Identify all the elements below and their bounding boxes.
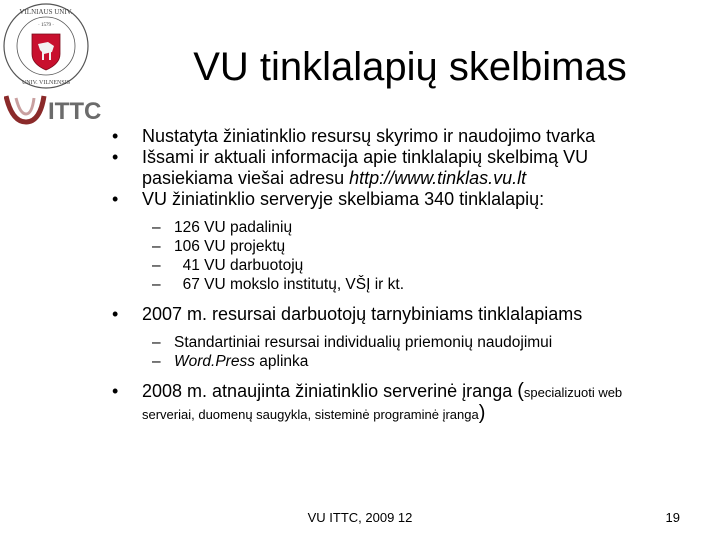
bullet-small-text: specializuoti web: [523, 385, 623, 400]
bullet-text: VU žiniatinklio serveryje skelbiama 340 tinklalapių:: [142, 189, 545, 209]
sub-item: [112, 218, 692, 237]
bullet-small-text: serveriai, duomenų saugykla, sisteminė programinė įranga: [142, 407, 479, 422]
bullet-text: 2007 m. resursai darbuotojų tarnybiniams tinklalapiams: [142, 304, 583, 324]
dash-mark: –: [152, 276, 161, 293]
bullet-mark: •: [112, 147, 119, 167]
bullet-item: [112, 304, 692, 325]
sub-item: [112, 256, 692, 275]
bullet-item: [112, 126, 692, 147]
dash-mark: –: [152, 353, 161, 370]
sub-text: aplinka: [254, 353, 309, 370]
paren-close: ): [478, 402, 486, 424]
svg-text:· 1579 ·: · 1579 ·: [38, 23, 54, 28]
university-seal-logo: [2, 2, 90, 90]
bullet-text: Nustatyta žiniatinklio resursų skyrimo ir naudojimo tvarka: [142, 126, 596, 146]
sub-text: 126 VU padalinių: [174, 219, 293, 236]
slide-content: [112, 126, 692, 425]
sub-item: [112, 352, 692, 371]
sub-item: [112, 275, 692, 294]
slide-title: VU tinklalapių skelbimas: [193, 45, 627, 89]
bullet-mark: •: [112, 126, 119, 146]
svg-text:ITTC: ITTC: [48, 98, 102, 125]
sub-text: Standartiniai resursai individualių priemonių naudojimui: [174, 334, 553, 351]
dash-mark: –: [152, 238, 161, 255]
page-number: 19: [665, 510, 680, 525]
bullet-mark: •: [112, 381, 119, 401]
bullet-mark: •: [112, 189, 119, 209]
sub-text: 67 VU mokslo institutų, VŠĮ ir kt.: [174, 276, 404, 293]
sub-item: [112, 333, 692, 352]
bullet-text: pasiekiama viešai adresu: [142, 168, 350, 188]
footer-text: VU ITTC, 2009 12: [307, 510, 413, 525]
dash-mark: –: [152, 257, 161, 274]
dash-mark: –: [152, 334, 161, 351]
sub-item: [112, 237, 692, 256]
wordpress-text: Word.Press: [174, 353, 255, 370]
paren-open: (: [517, 380, 524, 402]
bullet-item: [112, 189, 692, 210]
bullet-text: Išsami ir aktuali informacija apie tinklalapių skelbimą VU: [142, 147, 589, 167]
svg-text:UNIV. VILNENSIS: UNIV. VILNENSIS: [21, 80, 71, 86]
bullet-mark: •: [112, 304, 119, 324]
sub-text: 106 VU projektų: [174, 238, 286, 255]
sub-text: 41 VU darbuotojų: [174, 257, 304, 274]
bullet-item: [112, 147, 692, 189]
url-link[interactable]: http://www.tinklas.vu.lt: [349, 168, 527, 188]
dash-mark: –: [152, 219, 161, 236]
bullet-item: [112, 381, 692, 425]
svg-text:VILNIAUS UNIV.: VILNIAUS UNIV.: [19, 8, 73, 16]
bullet-text: 2008 m. atnaujinta žiniatinklio serverinė įranga: [142, 381, 518, 401]
ittc-logo: [4, 92, 102, 126]
